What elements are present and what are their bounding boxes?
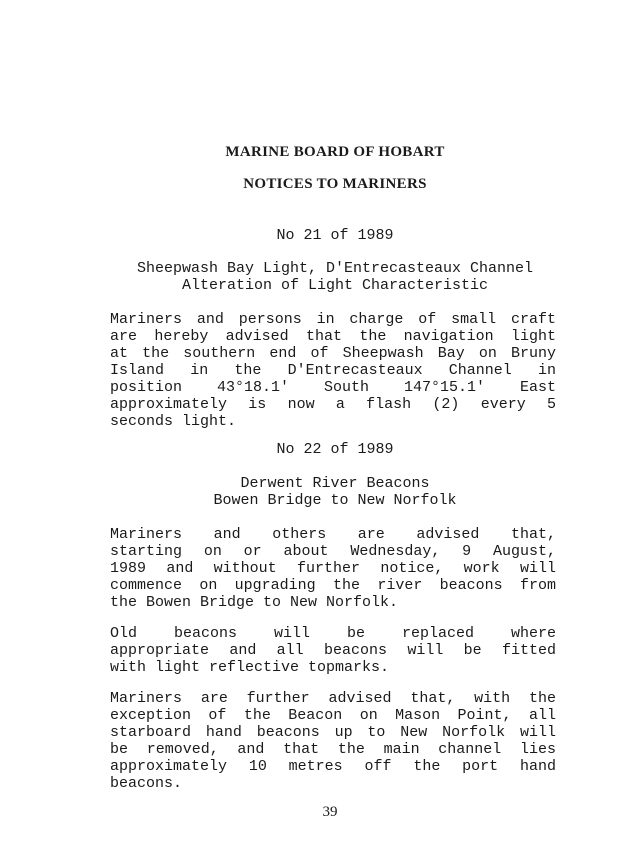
body-line: Mariners and others are advised that, — [110, 526, 556, 543]
body-line: at the southern end of Sheepwash Bay on Bruny — [110, 345, 556, 362]
notice-21-body — [110, 311, 556, 430]
body-line: appropriate and all beacons will be fitted — [110, 642, 556, 659]
page-number: 39 — [322, 804, 338, 820]
body-line: Mariners are further advised that, with the — [110, 690, 556, 707]
notice-22-title: Derwent River Beacons — [240, 475, 430, 492]
body-line: with light reflective topmarks. — [110, 659, 390, 676]
body-line: position 43°18.1' South 147°15.1' East — [110, 379, 556, 396]
publication-heading: NOTICES TO MARINERS — [243, 176, 427, 192]
body-line: commence on upgrading the river beacons from — [110, 577, 556, 594]
notice-22-paragraph-2 — [110, 625, 556, 676]
body-line: beacons. — [110, 775, 183, 792]
notice-22-paragraph-3 — [110, 690, 556, 792]
body-line: be removed, and that the main channel lies — [110, 741, 556, 758]
body-line: 1989 and without further notice, work will — [110, 560, 556, 577]
notice-21-subtitle: Alteration of Light Characteristic — [181, 277, 489, 294]
body-line: approximately 10 metres off the port hand — [110, 758, 556, 775]
organisation-heading: MARINE BOARD OF HOBART — [225, 144, 445, 160]
notice-22-paragraph-1 — [110, 526, 556, 611]
body-line: the Bowen Bridge to New Norfolk. — [110, 594, 399, 611]
body-line: starboard hand beacons up to New Norfolk will — [110, 724, 556, 741]
body-line: exception of the Beacon on Mason Point, all — [110, 707, 556, 724]
body-line: Island in the D'Entrecasteaux Channel in — [110, 362, 556, 379]
notice-22-number: No 22 of 1989 — [276, 441, 394, 458]
body-line: Mariners and persons in charge of small craft — [110, 311, 556, 328]
body-line: Old beacons will be replaced where — [110, 625, 556, 642]
notice-21-title: Sheepwash Bay Light, D'Entrecasteaux Channel — [136, 260, 534, 277]
body-line: approximately is now a flash (2) every 5 — [110, 396, 556, 413]
body-line: starting on or about Wednesday, 9 August, — [110, 543, 556, 560]
notice-21-number: No 21 of 1989 — [276, 227, 394, 244]
body-line: seconds light. — [110, 413, 237, 430]
notice-22-subtitle: Bowen Bridge to New Norfolk — [213, 492, 457, 509]
body-line: are hereby advised that the navigation light — [110, 328, 556, 345]
